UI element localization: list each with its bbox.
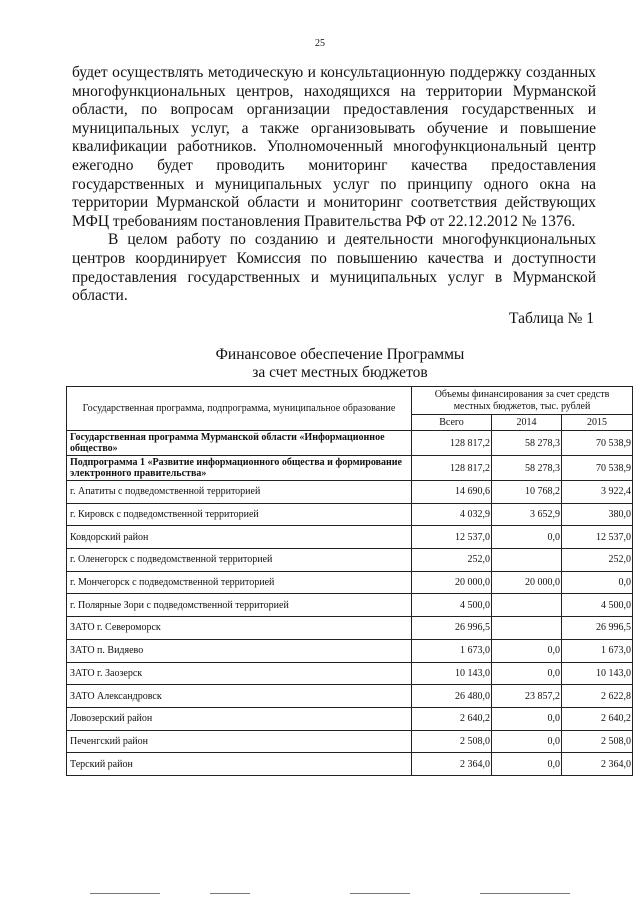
paragraph-2: В целом работу по созданию и деятельности многофункциональных центров координирует Комиссия по повышению качества и доступности предоставления государственных и муниципальных услуг в Мурманской области. [72, 231, 596, 305]
row-2015: 70 538,9 [562, 431, 633, 456]
row-total: 128 817,2 [412, 431, 492, 456]
row-total: 4 032,9 [412, 503, 492, 526]
row-2014 [492, 549, 562, 572]
table-row [67, 571, 633, 594]
header-funding: Объемы финансирования за счет средств местных бюджетов, тыс. рублей [412, 387, 633, 415]
funding-table [66, 386, 633, 776]
table-row [67, 503, 633, 526]
row-2015: 0,0 [562, 571, 633, 594]
body-text [72, 64, 596, 306]
row-2015: 26 996,5 [562, 617, 633, 640]
row-name: Подпрограмма 1 «Развитие информационного общества и формирование электронного правительства» [67, 456, 412, 481]
row-2014 [492, 617, 562, 640]
row-2015: 380,0 [562, 503, 633, 526]
row-2014: 0,0 [492, 730, 562, 753]
row-2015: 2 508,0 [562, 730, 633, 753]
row-total: 252,0 [412, 549, 492, 572]
paragraph-1: будет осуществлять методическую и консультационную поддержку созданных многофункциональных центров, находящихся на территории Мурманской области, по вопросам организации предоставления государственных и муниципальных услуг, а также организовывать обучение и повышение квалификации работников. Уполномоченный многофункциональный центр ежегодно будет проводить мониторинг качества предоставления государственных и муниципальных услуг по принципу одного окна на территории Мурманской области и мониторинг соответствия действующих МФЦ требованиям постановления Правительства РФ от 22.12.2012 № 1376. [72, 64, 596, 230]
table-title [140, 346, 540, 382]
table-row [67, 594, 633, 617]
row-2014: 20 000,0 [492, 571, 562, 594]
row-2014: 23 857,2 [492, 685, 562, 708]
row-2014: 0,0 [492, 639, 562, 662]
table-row [67, 549, 633, 572]
header-2014: 2014 [492, 415, 562, 431]
row-2015: 10 143,0 [562, 662, 633, 685]
table-row [67, 481, 633, 504]
row-2014: 0,0 [492, 753, 562, 776]
row-2015: 2 622,8 [562, 685, 633, 708]
row-total: 128 817,2 [412, 456, 492, 481]
table-row [67, 730, 633, 753]
header-name: Государственная программа, подпрограмма, муниципальное образование [67, 387, 412, 431]
row-total: 4 500,0 [412, 594, 492, 617]
row-total: 2 364,0 [412, 753, 492, 776]
row-2015: 12 537,0 [562, 526, 633, 549]
row-2014: 0,0 [492, 662, 562, 685]
row-total: 20 000,0 [412, 571, 492, 594]
row-2015: 2 640,2 [562, 707, 633, 730]
table-title-line-1: Финансовое обеспечение Программы [215, 346, 465, 363]
row-total: 26 480,0 [412, 685, 492, 708]
row-total: 2 640,2 [412, 707, 492, 730]
row-name: Государственная программа Мурманской области «Информационное общество» [67, 431, 412, 456]
row-name: г. Кировск с подведомственной территорией [67, 503, 412, 526]
row-name: ЗАТО г. Североморск [67, 617, 412, 640]
table-row [67, 753, 633, 776]
row-2014: 0,0 [492, 707, 562, 730]
table-row [67, 639, 633, 662]
scan-edge-marks [90, 893, 590, 896]
row-total: 1 673,0 [412, 639, 492, 662]
row-name: г. Мончегорск с подведомственной территорией [67, 571, 412, 594]
row-name: Печенгский район [67, 730, 412, 753]
row-2014: 0,0 [492, 526, 562, 549]
row-2015: 252,0 [562, 549, 633, 572]
row-total: 12 537,0 [412, 526, 492, 549]
row-total: 14 690,6 [412, 481, 492, 504]
row-name: ЗАТО п. Видяево [67, 639, 412, 662]
row-total: 10 143,0 [412, 662, 492, 685]
row-2015: 1 673,0 [562, 639, 633, 662]
row-2014: 3 652,9 [492, 503, 562, 526]
table-row [67, 707, 633, 730]
header-2015: 2015 [562, 415, 633, 431]
row-2015: 2 364,0 [562, 753, 633, 776]
row-2014 [492, 594, 562, 617]
table-row [67, 662, 633, 685]
row-name: ЗАТО Александровск [67, 685, 412, 708]
row-2015: 70 538,9 [562, 456, 633, 481]
row-2014: 10 768,2 [492, 481, 562, 504]
row-name: Ковдорский район [67, 526, 412, 549]
row-total: 2 508,0 [412, 730, 492, 753]
table-body [67, 431, 633, 776]
table-label: Таблица № 1 [509, 310, 594, 327]
table-row [67, 685, 633, 708]
table-title-line-2: за счет местных бюджетов [252, 364, 428, 381]
row-name: г. Полярные Зори с подведомственной территорией [67, 594, 412, 617]
row-name: Ловозерский район [67, 707, 412, 730]
row-name: г. Апатиты с подведомственной территорией [67, 481, 412, 504]
row-name: Терский район [67, 753, 412, 776]
row-2015: 4 500,0 [562, 594, 633, 617]
row-2014: 58 278,3 [492, 431, 562, 456]
row-name: г. Оленегорск с подведомственной территорией [67, 549, 412, 572]
table-row [67, 456, 633, 481]
table-row [67, 431, 633, 456]
row-2015: 3 922,4 [562, 481, 633, 504]
row-2014: 58 278,3 [492, 456, 562, 481]
page-number: 25 [315, 38, 325, 49]
row-name: ЗАТО г. Заозерск [67, 662, 412, 685]
table-row [67, 617, 633, 640]
table-row [67, 526, 633, 549]
row-total: 26 996,5 [412, 617, 492, 640]
header-total: Всего [412, 415, 492, 431]
